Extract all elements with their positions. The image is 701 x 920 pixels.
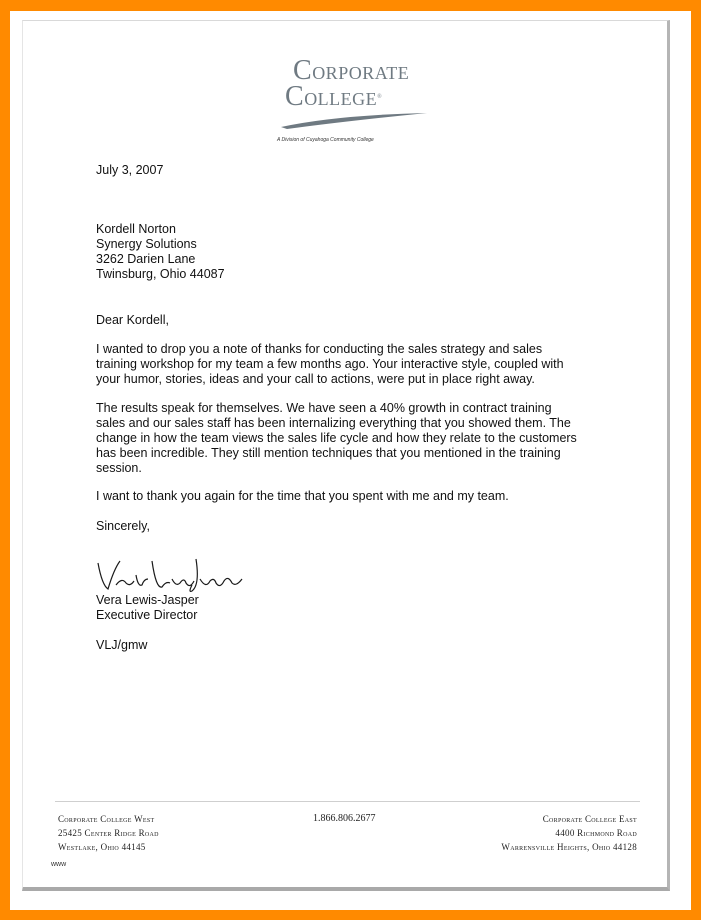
- signer-title: Executive Director: [96, 608, 198, 622]
- paragraph-1-line: I wanted to drop you a note of thanks for conducting the sales strategy and sales: [96, 342, 543, 356]
- corner-mark: www: [51, 861, 67, 868]
- recipient-company: Synergy Solutions: [96, 237, 197, 251]
- paragraph-3: I want to thank you again for the time that you spent with me and my team.: [96, 489, 509, 503]
- logo-tagline: A Division of Cuyahoga Community College: [277, 137, 374, 143]
- logo-line-1: CORPORATE: [293, 55, 410, 86]
- logo-swoosh-icon: [277, 107, 437, 131]
- footer-west-city: Westlake, Ohio 44145: [58, 842, 146, 852]
- paragraph-1-line: training workshop for my team a few months ago. Your interactive style, coupled with: [96, 357, 564, 371]
- handwritten-signature: [96, 555, 246, 595]
- footer-east-name: Corporate College East: [542, 814, 637, 824]
- paragraph-2-line: session.: [96, 461, 142, 475]
- footer-west-street: 25425 Center Ridge Road: [58, 828, 159, 838]
- paragraph-2-line: The results speak for themselves. We have seen a 40% growth in contract training: [96, 401, 552, 415]
- typist-initials: VLJ/gmw: [96, 638, 148, 652]
- recipient-street: 3262 Darien Lane: [96, 252, 196, 266]
- recipient-city: Twinsburg, Ohio 44087: [96, 267, 225, 281]
- paragraph-1-line: your humor, stories, ideas and your call to actions, were put in place right away.: [96, 372, 535, 386]
- letter-page: [22, 20, 670, 891]
- footer-east-street: 4400 Richmond Road: [555, 828, 637, 838]
- paragraph-2-line: change in how the team views the sales life cycle and how they relate to the customers: [96, 431, 577, 445]
- logo-line-2: COLLEGE®: [285, 81, 383, 112]
- corporate-college-logo: [277, 55, 437, 145]
- footer-divider: [55, 801, 640, 802]
- footer-east-city: Warrensville Heights, Ohio 44128: [501, 842, 637, 852]
- footer-west-address: [58, 812, 159, 854]
- closing: Sincerely,: [96, 519, 150, 533]
- footer-phone: 1.866.806.2677: [313, 813, 376, 824]
- recipient-name: Kordell Norton: [96, 222, 176, 236]
- footer-west-name: Corporate College West: [58, 814, 155, 824]
- paragraph-2-line: sales and our sales staff has been internalizing everything that you showed them. The: [96, 416, 571, 430]
- salutation: Dear Kordell,: [96, 313, 169, 327]
- paragraph-2-line: has been incredible. They still mention techniques that you mentioned in the training: [96, 446, 561, 460]
- footer-east-address: [501, 812, 637, 854]
- letter-date: July 3, 2007: [96, 163, 164, 177]
- signer-name: Vera Lewis-Jasper: [96, 593, 199, 607]
